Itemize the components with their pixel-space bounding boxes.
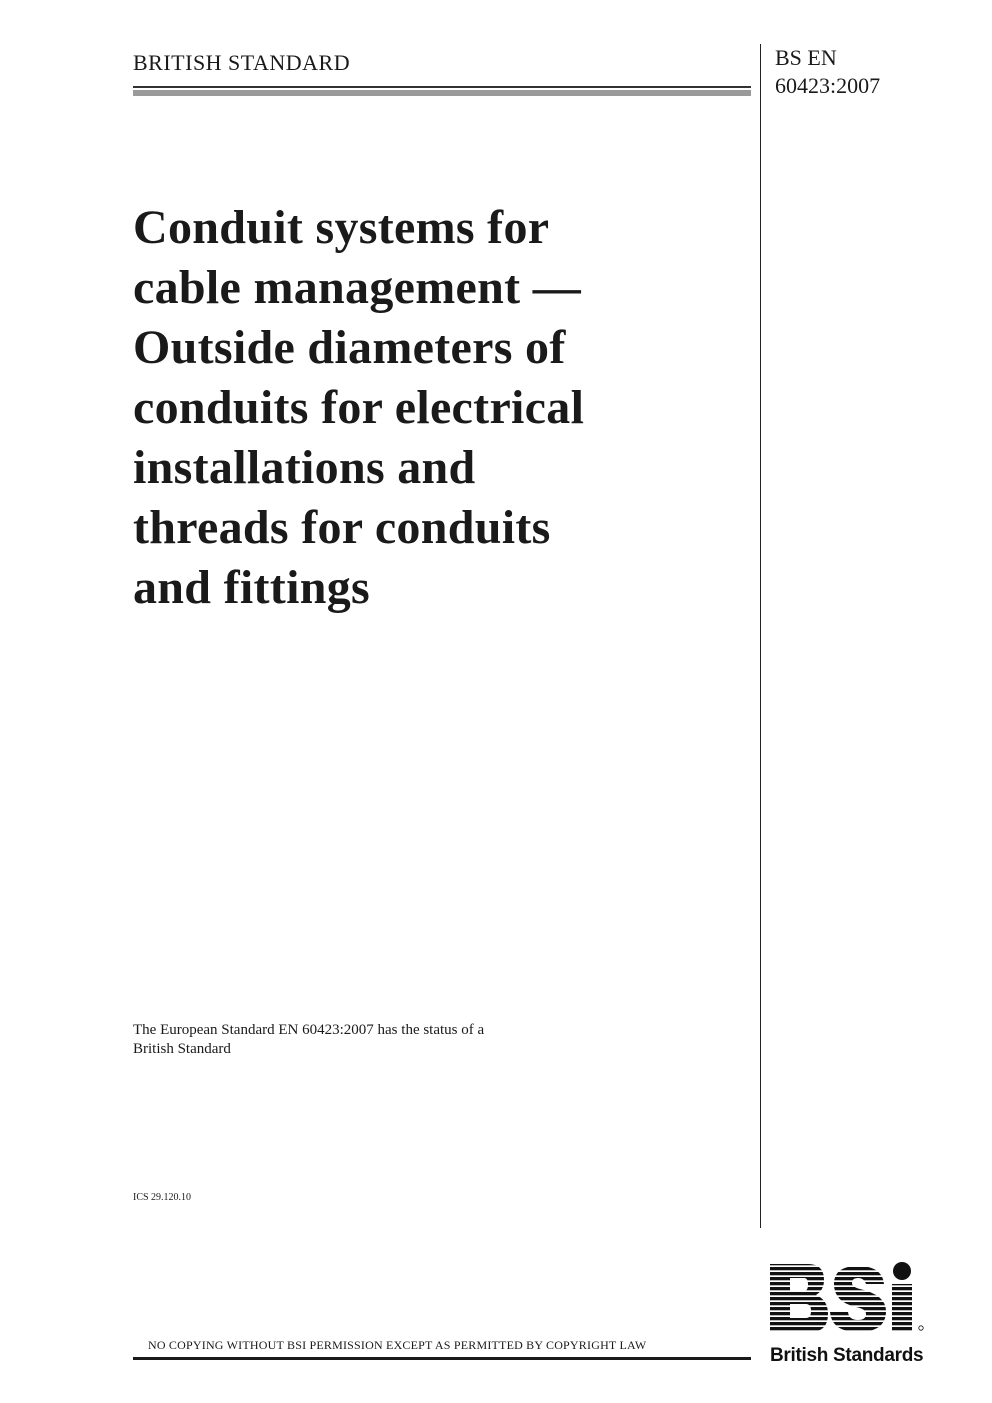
title-line: Outside diameters of [133,321,566,374]
document-number-line-1: BS EN [775,45,837,70]
title-line: conduits for electrical [133,381,585,434]
copyright-notice: NO COPYING WITHOUT BSI PERMISSION EXCEPT AS PERMITTED BY COPYRIGHT LAW [148,1338,647,1352]
series-label: BRITISH STANDARD [133,50,351,75]
title-line: cable management — [133,261,581,314]
header-rule-thin [133,86,751,88]
ics-code: ICS 29.120.10 [133,1192,192,1203]
status-line-1: The European Standard EN 60423:2007 has the status of a [133,1022,485,1038]
document-number [775,44,880,100]
footer-rule [133,1357,751,1360]
title-line: Conduit systems for [133,201,550,254]
title-line: threads for conduits [133,501,551,554]
header-rule-thick [133,90,751,96]
title-line: installations and [133,441,476,494]
bsi-caption: British Standards [770,1345,924,1366]
title-line: and fittings [133,561,370,614]
status-statement [133,1021,484,1059]
document-title [133,198,743,618]
status-line-2: British Standard [133,1041,231,1057]
document-number-line-2: 60423:2007 [775,73,881,98]
vertical-divider [760,44,761,1228]
